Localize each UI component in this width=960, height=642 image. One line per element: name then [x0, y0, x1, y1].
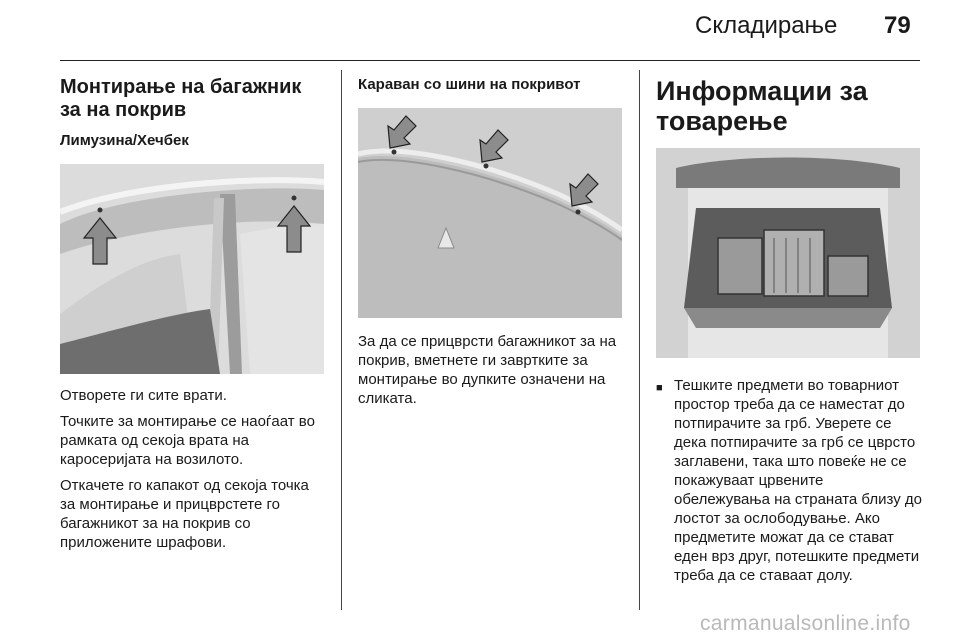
paragraph-insert-bolts: За да се прицврсти багажникот за на покрив, вметнете ги завртките за монтирање во дупките означени на сликата.: [358, 333, 617, 407]
section-heading-roof-rack: Монтирање на багажник за на покрив: [60, 76, 302, 121]
paragraph-attach-rack: Откачете го капакот од секоја точка за монтирање и прицврстете го багажникот за на покрив со приложените шрафови.: [60, 477, 309, 551]
bullet-square-icon: ■: [656, 382, 663, 394]
header-rule: [60, 60, 920, 61]
figure-door-frame-mounting-points: [60, 164, 324, 374]
figure-trunk-loading: [656, 148, 920, 358]
column-divider-2: [639, 70, 640, 610]
figure-roof-rail-holes: [358, 108, 622, 318]
paragraph-open-doors: Отворете ги сите врати.: [60, 387, 227, 404]
subheading-sedan-hatchback: Лимузина/Хечбек: [60, 132, 189, 149]
bullet-text-heavy-items: Тешките предмети во товарниот простор треба да се наместат до потпирачите за грб. Уверете се дека потпирачите за грб се цврсто заглавени, така што повеќе не се покажуваат црвените обележувања на страната близу до лостот за ослободување. Ако предметите можат да се стават еден врз друг, потешките предмети треба да се ставаат долу.: [674, 377, 922, 584]
paragraph-mounting-points: Точките за монтирање се наоѓаат во рамката од секоја врата на каросеријата на возилото.: [60, 413, 315, 468]
column-roof-rack-wagon: [358, 76, 624, 415]
watermark: carmanualsonline.info: [700, 612, 911, 635]
column-loading-information: [656, 76, 922, 585]
header-title: Складирање: [695, 12, 838, 39]
section-heading-loading-info: Информации за товарење: [656, 76, 868, 136]
column-roof-rack-sedan: [60, 76, 326, 559]
column-divider-1: [341, 70, 342, 610]
subheading-wagon-roof-rails: Караван со шини на покривот: [358, 76, 581, 93]
bullet-item-heavy-items: [656, 376, 922, 585]
page-number: 79: [884, 12, 911, 39]
